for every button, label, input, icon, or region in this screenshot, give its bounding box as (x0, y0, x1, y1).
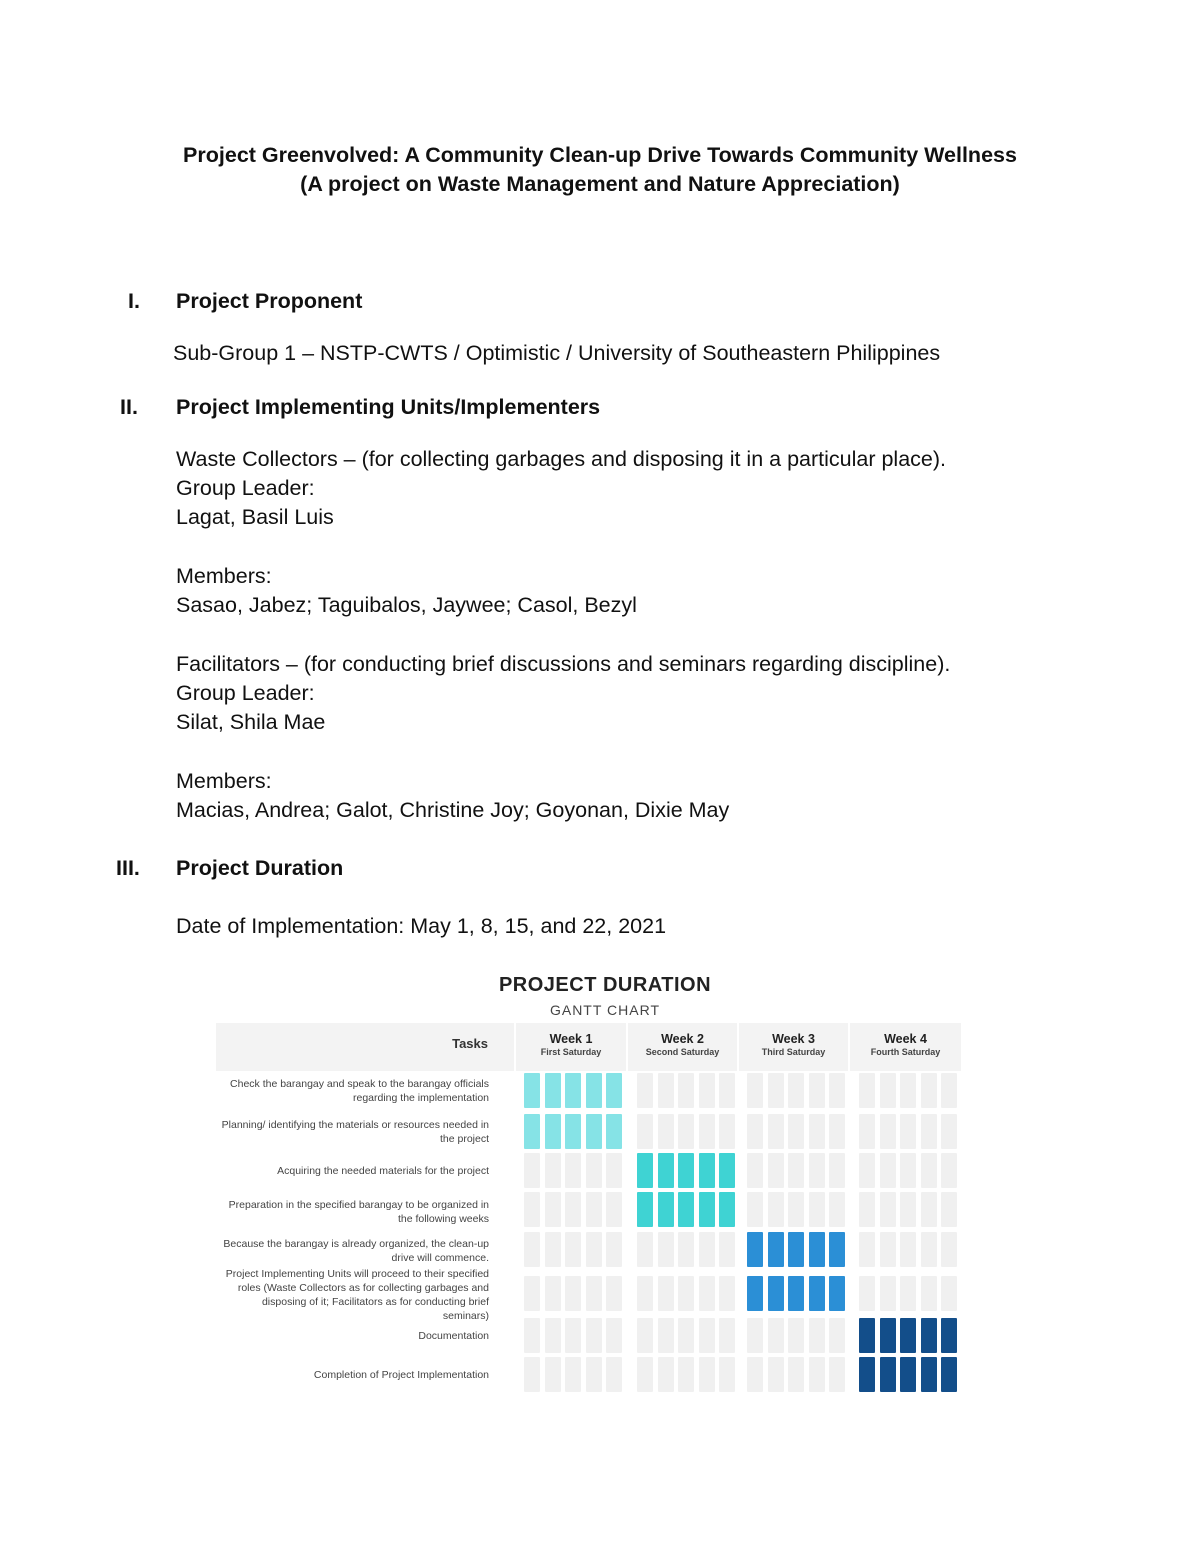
unit-2-members: Macias, Andrea; Galot, Christine Joy; Goyonan, Dixie May (176, 798, 730, 822)
unit-1-members: Sasao, Jabez; Taguibalos, Jaywee; Casol, Bezyl (176, 593, 637, 617)
gantt-cell (921, 1114, 937, 1149)
gantt-cell (699, 1073, 715, 1108)
task-label-8: Completion of Project Implementation (313, 1369, 489, 1381)
gantt-cell (809, 1357, 825, 1392)
gantt-cell (658, 1357, 674, 1392)
gantt-cell (699, 1192, 715, 1227)
task-label-7: Documentation (418, 1330, 489, 1342)
task-label-1: Check the barangay and speak to the barangay officials regarding the implementation (230, 1078, 489, 1104)
unit-1-members-label: Members: (176, 564, 272, 588)
proponent-text: Sub-Group 1 – NSTP-CWTS / Optimistic / University of Southeastern Philippines (173, 341, 941, 365)
gantt-cell (586, 1114, 602, 1149)
gantt-cell (606, 1318, 622, 1353)
gantt-cell (809, 1073, 825, 1108)
gantt-cell (921, 1192, 937, 1227)
gantt-cell (768, 1232, 784, 1267)
gantt-cell (900, 1232, 916, 1267)
task-label-6: Project Implementing Units will proceed to their specified roles (Waste Collectors as for collecting garbages and disposing of it; Facilitators as for conducting brief seminars) (225, 1268, 489, 1322)
gantt-cell (941, 1192, 957, 1227)
gantt-cell (586, 1192, 602, 1227)
week-2-sublabel: Second Saturday (645, 1047, 720, 1057)
gantt-cell (768, 1073, 784, 1108)
gantt-cell (829, 1114, 845, 1149)
gantt-cell (900, 1357, 916, 1392)
gantt-cell (941, 1114, 957, 1149)
gantt-cell (545, 1318, 561, 1353)
unit-2-description: Facilitators – (for conducting brief discussions and seminars regarding discipline). (176, 652, 951, 676)
task-label-5: Because the barangay is already organized, the clean-up drive will commence. (223, 1238, 489, 1264)
gantt-cell (637, 1153, 653, 1188)
unit-2-leader-label: Group Leader: (176, 681, 315, 705)
gantt-cell (678, 1192, 694, 1227)
gantt-cell (768, 1276, 784, 1311)
gantt-cell (941, 1153, 957, 1188)
gantt-cell (941, 1318, 957, 1353)
gantt-cell (565, 1153, 581, 1188)
gantt-cell (606, 1232, 622, 1267)
gantt-cell (900, 1073, 916, 1108)
section-3-heading: Project Duration (176, 856, 344, 880)
gantt-cell (859, 1232, 875, 1267)
gantt-cell (747, 1073, 763, 1108)
gantt-cell (678, 1318, 694, 1353)
gantt-cell (809, 1318, 825, 1353)
gantt-cell (747, 1153, 763, 1188)
gantt-cell (719, 1153, 735, 1188)
gantt-cell (565, 1114, 581, 1149)
section-2-number: II. (120, 395, 138, 419)
gantt-cell (880, 1114, 896, 1149)
gantt-cell (524, 1232, 540, 1267)
gantt-cell (941, 1073, 957, 1108)
gantt-cell (747, 1192, 763, 1227)
gantt-cell (637, 1357, 653, 1392)
gantt-cell (637, 1318, 653, 1353)
unit-2-members-label: Members: (176, 769, 272, 793)
gantt-cell (829, 1276, 845, 1311)
gantt-cell (747, 1232, 763, 1267)
gantt-cell (880, 1192, 896, 1227)
gantt-cell (699, 1114, 715, 1149)
gantt-cell (921, 1357, 937, 1392)
gantt-cell (719, 1318, 735, 1353)
title-line-2: (A project on Waste Management and Nature Appreciation) (300, 171, 900, 196)
gantt-cell (921, 1232, 937, 1267)
section-1-heading: Project Proponent (176, 289, 363, 313)
gantt-cell (788, 1357, 804, 1392)
gantt-cell (829, 1357, 845, 1392)
week-1-sublabel: First Saturday (540, 1047, 602, 1057)
unit-1-leader-label: Group Leader: (176, 476, 315, 500)
gantt-cell (699, 1318, 715, 1353)
gantt-cell (880, 1073, 896, 1108)
gantt-tasks-header: Tasks (452, 1036, 488, 1051)
gantt-cell (678, 1276, 694, 1311)
gantt-week-1 (516, 1023, 626, 1071)
gantt-cell (719, 1232, 735, 1267)
task-label-3: Acquiring the needed materials for the project (277, 1165, 489, 1177)
gantt-cell (524, 1276, 540, 1311)
week-1-label: Week 1 (549, 1032, 593, 1046)
gantt-cell (719, 1073, 735, 1108)
gantt-cell (658, 1114, 674, 1149)
gantt-cell (788, 1232, 804, 1267)
gantt-cell (829, 1192, 845, 1227)
gantt-cell (586, 1357, 602, 1392)
gantt-cell (524, 1192, 540, 1227)
section-2-heading: Project Implementing Units/Implementers (176, 395, 601, 419)
gantt-cell (880, 1232, 896, 1267)
gantt-cell (545, 1232, 561, 1267)
gantt-cell (859, 1114, 875, 1149)
gantt-cell (809, 1276, 825, 1311)
gantt-cell (524, 1114, 540, 1149)
gantt-cell (545, 1276, 561, 1311)
gantt-week-3 (739, 1023, 848, 1071)
unit-1-leader: Lagat, Basil Luis (176, 505, 334, 529)
gantt-cell (880, 1276, 896, 1311)
gantt-cell (747, 1276, 763, 1311)
gantt-cell (809, 1114, 825, 1149)
gantt-title: PROJECT DURATION (498, 974, 712, 996)
gantt-cell (658, 1073, 674, 1108)
document-title (0, 141, 1200, 198)
gantt-cell (678, 1153, 694, 1188)
gantt-cell (859, 1318, 875, 1353)
gantt-cell (719, 1276, 735, 1311)
gantt-cell (658, 1192, 674, 1227)
week-3-label: Week 3 (772, 1032, 815, 1046)
gantt-cell (829, 1318, 845, 1353)
gantt-cell (788, 1114, 804, 1149)
gantt-cell (524, 1153, 540, 1188)
gantt-cell (524, 1318, 540, 1353)
gantt-cell (545, 1357, 561, 1392)
gantt-cell (941, 1232, 957, 1267)
gantt-cell (524, 1073, 540, 1108)
gantt-cell (545, 1073, 561, 1108)
gantt-cell (658, 1318, 674, 1353)
gantt-cell (880, 1153, 896, 1188)
implementation-date: Date of Implementation: May 1, 8, 15, and 22, 2021 (176, 914, 667, 938)
gantt-cell (788, 1073, 804, 1108)
gantt-cell (565, 1192, 581, 1227)
gantt-cell (788, 1318, 804, 1353)
gantt-cell (606, 1073, 622, 1108)
gantt-cell (788, 1153, 804, 1188)
gantt-cell (586, 1153, 602, 1188)
gantt-cell (747, 1318, 763, 1353)
gantt-cell (829, 1153, 845, 1188)
gantt-cell (658, 1232, 674, 1267)
section-3-number: III. (116, 856, 140, 880)
week-4-label: Week 4 (884, 1032, 927, 1046)
gantt-cell (565, 1232, 581, 1267)
gantt-cell (921, 1153, 937, 1188)
gantt-cell (747, 1114, 763, 1149)
gantt-cell (829, 1073, 845, 1108)
gantt-cell (637, 1114, 653, 1149)
gantt-cell (921, 1318, 937, 1353)
gantt-cell (719, 1114, 735, 1149)
gantt-cell (637, 1073, 653, 1108)
gantt-cell (921, 1276, 937, 1311)
gantt-cell (788, 1276, 804, 1311)
week-3-sublabel: Third Saturday (761, 1047, 826, 1057)
gantt-cell (859, 1357, 875, 1392)
gantt-subtitle: GANTT CHART (549, 1002, 661, 1018)
gantt-cell (699, 1232, 715, 1267)
gantt-cell (900, 1114, 916, 1149)
gantt-cell (606, 1276, 622, 1311)
gantt-cell (921, 1073, 937, 1108)
gantt-cell (900, 1318, 916, 1353)
gantt-cell (719, 1192, 735, 1227)
unit-1-description: Waste Collectors – (for collecting garbages and disposing it in a particular place). (176, 447, 947, 471)
gantt-cell (586, 1073, 602, 1108)
gantt-cell (678, 1357, 694, 1392)
gantt-cell (747, 1357, 763, 1392)
gantt-cell (699, 1153, 715, 1188)
gantt-cell (941, 1357, 957, 1392)
title-line-1: Project Greenvolved: A Community Clean-up Drive Towards Community Wellness (183, 143, 1017, 167)
gantt-cell (658, 1276, 674, 1311)
gantt-cell (880, 1357, 896, 1392)
gantt-week-4 (850, 1023, 961, 1071)
gantt-cell (941, 1276, 957, 1311)
gantt-cell (586, 1276, 602, 1311)
gantt-cell (545, 1192, 561, 1227)
gantt-cell (880, 1318, 896, 1353)
gantt-cell (637, 1276, 653, 1311)
gantt-cell (586, 1318, 602, 1353)
gantt-cell (606, 1153, 622, 1188)
gantt-cell (606, 1114, 622, 1149)
week-4-sublabel: Fourth Saturday (870, 1047, 941, 1057)
gantt-cell (859, 1073, 875, 1108)
gantt-cell (859, 1192, 875, 1227)
gantt-cell (565, 1318, 581, 1353)
task-label-4: Preparation in the specified barangay to be organized in the following weeks (228, 1199, 489, 1225)
gantt-cell (900, 1192, 916, 1227)
gantt-cell (768, 1153, 784, 1188)
gantt-cell (637, 1192, 653, 1227)
gantt-cell (768, 1357, 784, 1392)
week-2-label: Week 2 (661, 1032, 704, 1046)
gantt-cell (524, 1357, 540, 1392)
section-1-number: I. (128, 289, 140, 313)
gantt-cell (809, 1192, 825, 1227)
gantt-cell (545, 1153, 561, 1188)
gantt-cell (809, 1232, 825, 1267)
gantt-cell (768, 1114, 784, 1149)
gantt-cell (678, 1073, 694, 1108)
gantt-cell (606, 1357, 622, 1392)
gantt-cell (565, 1073, 581, 1108)
gantt-cell (809, 1153, 825, 1188)
gantt-cell (829, 1232, 845, 1267)
gantt-week-2 (628, 1023, 737, 1071)
gantt-cell (699, 1276, 715, 1311)
gantt-cell (788, 1192, 804, 1227)
gantt-cell (699, 1357, 715, 1392)
gantt-cell (678, 1114, 694, 1149)
gantt-cell (565, 1357, 581, 1392)
gantt-cell (606, 1192, 622, 1227)
gantt-cell (678, 1232, 694, 1267)
gantt-cell (859, 1153, 875, 1188)
gantt-cell (658, 1153, 674, 1188)
gantt-cell (586, 1232, 602, 1267)
gantt-cell (900, 1153, 916, 1188)
gantt-cell (859, 1276, 875, 1311)
gantt-cell (719, 1357, 735, 1392)
unit-2-leader: Silat, Shila Mae (176, 710, 326, 734)
gantt-cell (768, 1192, 784, 1227)
gantt-cell (768, 1318, 784, 1353)
gantt-cell (565, 1276, 581, 1311)
gantt-cell (545, 1114, 561, 1149)
gantt-cell (637, 1232, 653, 1267)
gantt-cell (900, 1276, 916, 1311)
task-label-2: Planning/ identifying the materials or resources needed in the project (221, 1119, 489, 1145)
